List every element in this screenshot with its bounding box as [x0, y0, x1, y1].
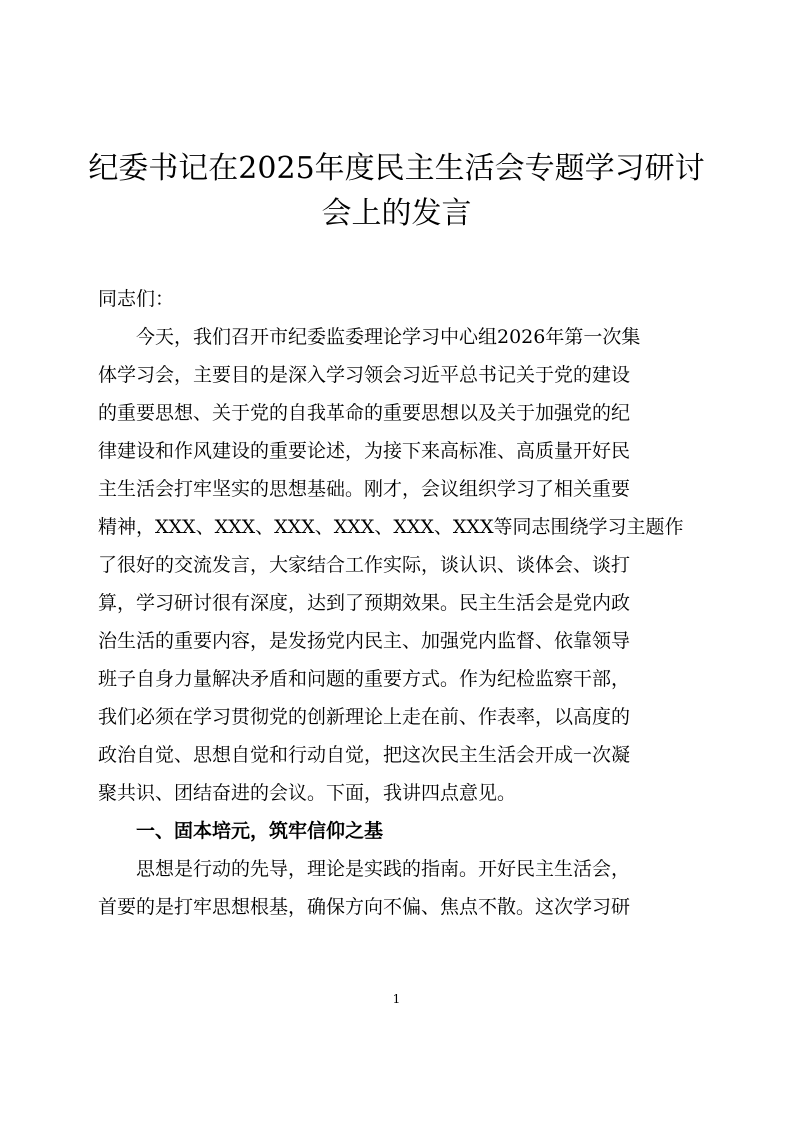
document-title	[80, 146, 713, 236]
paragraph-line: 聚共识、团结奋进的会议。下面，我讲四点意见。	[98, 782, 517, 804]
document-body	[98, 280, 698, 926]
paragraph-line: 律建设和作风建设的重要论述，为接下来高标准、高质量开好民	[98, 440, 631, 462]
paragraph-line: 今天，我们召开市纪委监委理论学习中心组2026年第一次集	[136, 326, 641, 348]
paragraph-line: 我们必须在学习贯彻党的创新理论上走在前、作表率，以高度的	[98, 706, 631, 728]
paragraph-line: 班子自身力量解决矛盾和问题的重要方式。作为纪检监察干部，	[98, 668, 631, 690]
section-heading-1: 一、固本培元，筑牢信仰之基	[136, 820, 384, 842]
title-line-1: 纪委书记在2025年度民主生活会专题学习研讨	[88, 151, 705, 186]
paragraph-line: 政治自觉、思想自觉和行动自觉，把这次民主生活会开成一次凝	[98, 744, 631, 766]
paragraph-line: 算，学习研讨很有深度，达到了预期效果。民主生活会是党内政	[98, 592, 631, 614]
paragraph-line: 的重要思想、关于党的自我革命的重要思想以及关于加强党的纪	[98, 402, 631, 424]
paragraph-1	[98, 318, 698, 812]
paragraph-line: 治生活的重要内容，是发扬党内民主、加强党内监督、依靠领导	[98, 630, 631, 652]
title-line-2: 会上的发言	[321, 196, 472, 231]
page-number: 1	[392, 992, 401, 1006]
paragraph-line: 体学习会，主要目的是深入学习领会习近平总书记关于党的建设	[98, 364, 631, 386]
salutation: 同志们：	[98, 288, 175, 310]
paragraph-line: 主生活会打牢坚实的思想基础。刚才，会议组织学习了相关重要	[98, 478, 631, 500]
paragraph-line: 首要的是打牢思想根基，确保方向不偏、焦点不散。这次学习研	[98, 896, 631, 918]
paragraph-line: 了很好的交流发言，大家结合工作实际，谈认识、谈体会、谈打	[98, 554, 631, 576]
paragraph-line: 精神，XXX、XXX、XXX、XXX、XXX、XXX等同志围绕学习主题作	[98, 516, 684, 538]
paragraph-line: 思想是行动的先导，理论是实践的指南。开好民主生活会，	[136, 858, 631, 880]
paragraph-2	[98, 850, 698, 926]
